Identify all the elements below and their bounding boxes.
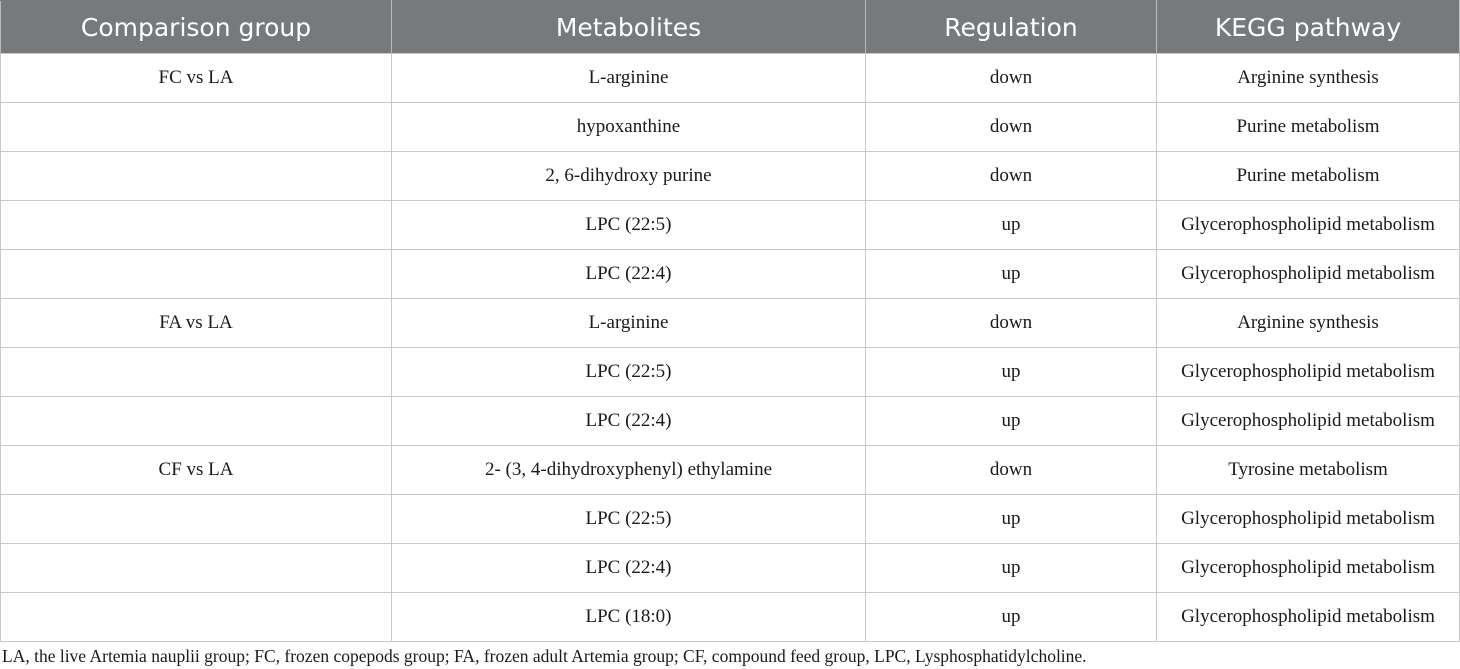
metabolite-cell: L-arginine — [392, 54, 866, 103]
header-metabolites: Metabolites — [392, 1, 866, 54]
header-comparison-group: Comparison group — [1, 1, 392, 54]
regulation-cell: up — [866, 544, 1157, 593]
comparison-group-cell — [1, 348, 392, 397]
metabolite-cell: LPC (22:5) — [392, 495, 866, 544]
regulation-cell: down — [866, 446, 1157, 495]
kegg-pathway-cell: Purine metabolism — [1157, 152, 1460, 201]
metabolite-cell: hypoxanthine — [392, 103, 866, 152]
metabolite-cell: LPC (22:4) — [392, 544, 866, 593]
table-row — [1, 54, 1460, 103]
kegg-pathway-cell: Glycerophospholipid metabolism — [1157, 397, 1460, 446]
metabolite-cell: LPC (18:0) — [392, 593, 866, 642]
regulation-cell: up — [866, 593, 1157, 642]
kegg-pathway-cell: Glycerophospholipid metabolism — [1157, 495, 1460, 544]
metabolite-cell: LPC (22:5) — [392, 201, 866, 250]
table-row — [1, 201, 1460, 250]
regulation-cell: up — [866, 495, 1157, 544]
comparison-group-cell — [1, 103, 392, 152]
kegg-pathway-cell: Tyrosine metabolism — [1157, 446, 1460, 495]
comparison-group-cell — [1, 397, 392, 446]
table-row — [1, 495, 1460, 544]
kegg-pathway-cell: Glycerophospholipid metabolism — [1157, 593, 1460, 642]
table-row — [1, 103, 1460, 152]
comparison-group-cell — [1, 152, 392, 201]
table-body — [1, 54, 1460, 642]
comparison-group-cell — [1, 495, 392, 544]
header-regulation: Regulation — [866, 1, 1157, 54]
table-row — [1, 544, 1460, 593]
header-row — [1, 1, 1460, 54]
metabolite-cell: L-arginine — [392, 299, 866, 348]
header-kegg-pathway: KEGG pathway — [1157, 1, 1460, 54]
kegg-pathway-cell: Glycerophospholipid metabolism — [1157, 348, 1460, 397]
comparison-group-cell — [1, 250, 392, 299]
kegg-pathway-cell: Glycerophospholipid metabolism — [1157, 544, 1460, 593]
comparison-group-cell — [1, 544, 392, 593]
regulation-cell: down — [866, 103, 1157, 152]
metabolite-cell: LPC (22:4) — [392, 250, 866, 299]
kegg-pathway-cell: Glycerophospholipid metabolism — [1157, 250, 1460, 299]
table-footnote: LA, the live Artemia nauplii group; FC, frozen copepods group; FA, frozen adult Artemia group; CF, compound feed group, LPC, Lysphosphatidylcholine. — [2, 646, 1087, 666]
metabolite-cell: 2- (3, 4-dihydroxyphenyl) ethylamine — [392, 446, 866, 495]
comparison-group-cell: FC vs LA — [1, 54, 392, 103]
table-row — [1, 593, 1460, 642]
metabolite-cell: LPC (22:4) — [392, 397, 866, 446]
kegg-pathway-cell: Glycerophospholipid metabolism — [1157, 201, 1460, 250]
table-row — [1, 152, 1460, 201]
kegg-pathway-cell: Purine metabolism — [1157, 103, 1460, 152]
regulation-cell: up — [866, 397, 1157, 446]
table-row — [1, 446, 1460, 495]
metabolite-cell: 2, 6-dihydroxy purine — [392, 152, 866, 201]
regulation-cell: down — [866, 152, 1157, 201]
regulation-cell: down — [866, 299, 1157, 348]
comparison-group-cell: FA vs LA — [1, 299, 392, 348]
kegg-pathway-cell: Arginine synthesis — [1157, 299, 1460, 348]
table-row — [1, 299, 1460, 348]
regulation-cell: up — [866, 348, 1157, 397]
table-row — [1, 348, 1460, 397]
regulation-cell: down — [866, 54, 1157, 103]
kegg-pathway-cell: Arginine synthesis — [1157, 54, 1460, 103]
comparison-group-cell — [1, 201, 392, 250]
comparison-group-cell — [1, 593, 392, 642]
regulation-cell: up — [866, 250, 1157, 299]
comparison-group-cell: CF vs LA — [1, 446, 392, 495]
table-row — [1, 397, 1460, 446]
table-header — [1, 1, 1460, 54]
regulation-cell: up — [866, 201, 1157, 250]
metabolite-cell: LPC (22:5) — [392, 348, 866, 397]
table-row — [1, 250, 1460, 299]
